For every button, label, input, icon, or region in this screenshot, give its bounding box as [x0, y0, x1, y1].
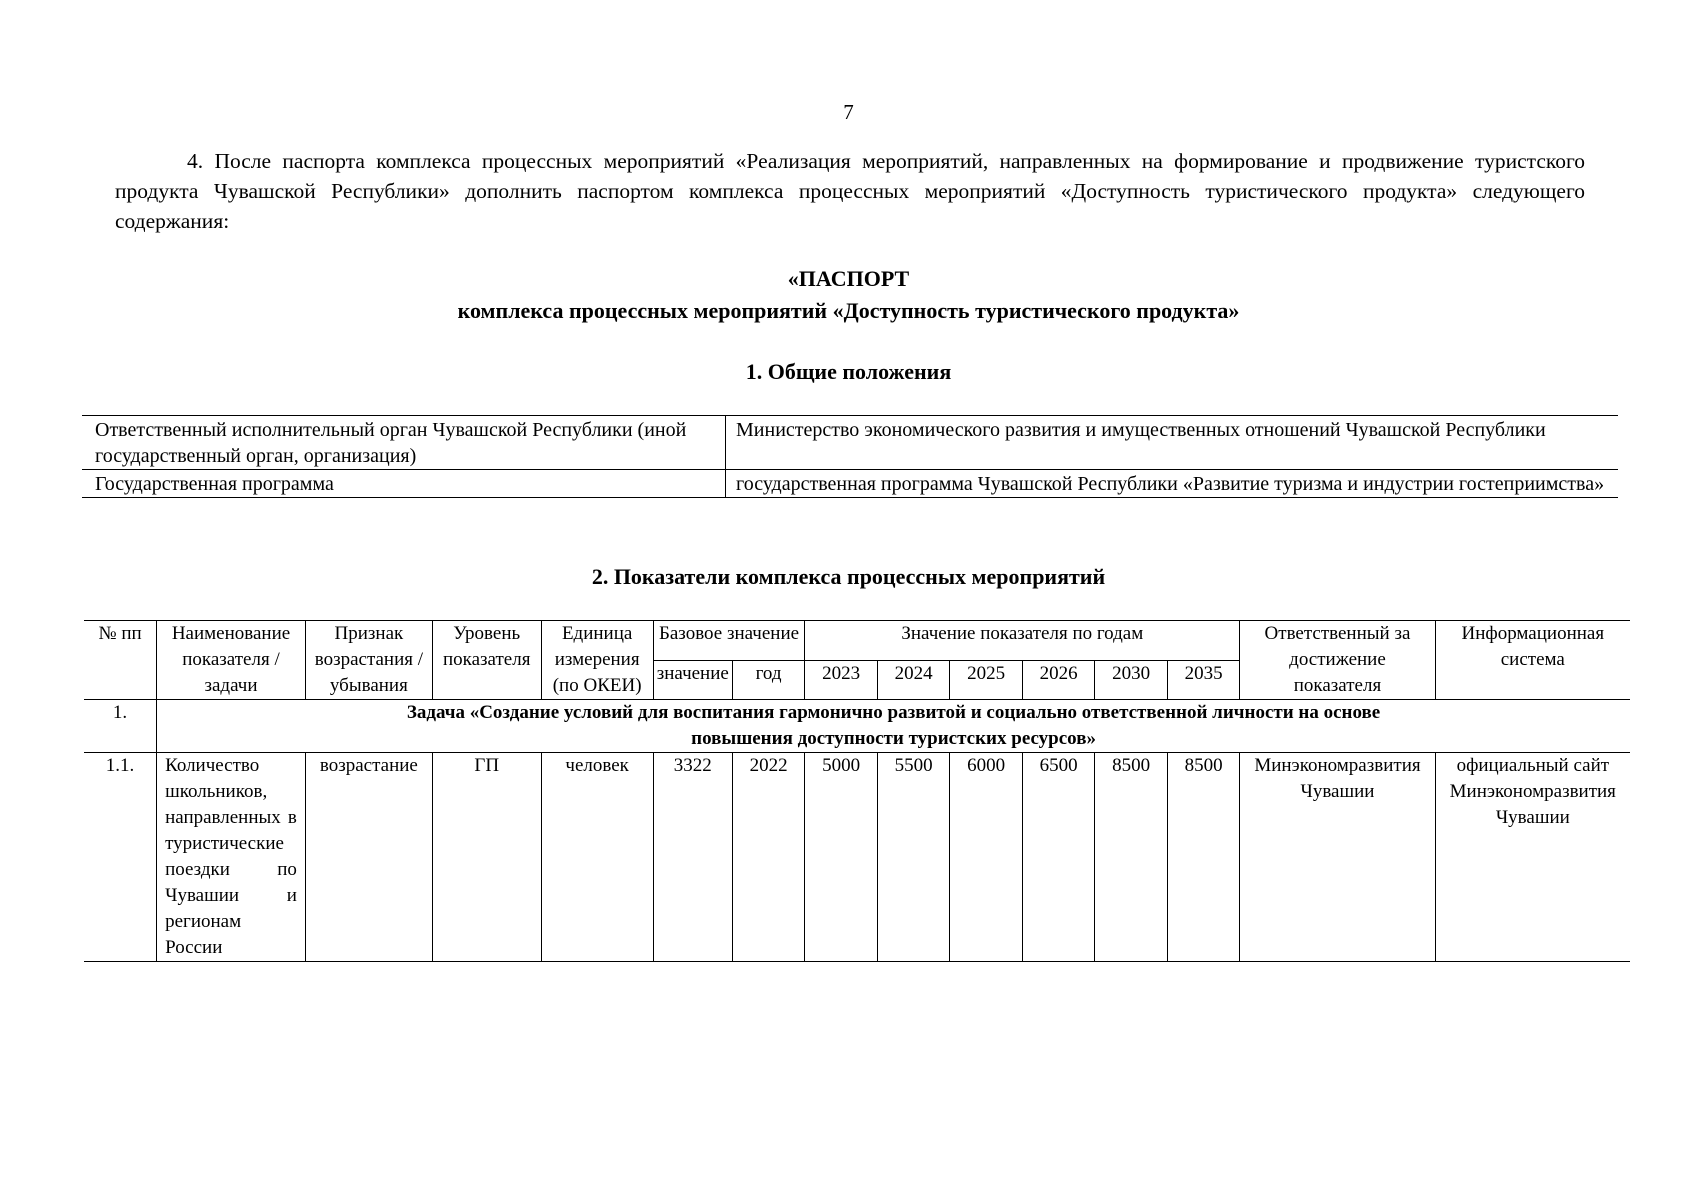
indicator-sign: возрастание: [305, 753, 432, 962]
col-sign-header: Признак возрастания / убывания: [305, 621, 432, 700]
col-year-header: 2026: [1022, 660, 1095, 700]
col-unit-header: Единица измерения (по ОКЕИ): [541, 621, 653, 700]
table-row: [82, 416, 1618, 470]
indicator-value: 5500: [877, 753, 950, 962]
indicator-responsible: Минэкономразвития Чувашии: [1240, 753, 1435, 962]
indicator-name: Количество школьников, направленных в туристические поездки по Чувашии и регионам России: [157, 753, 306, 962]
col-level-header: Уровень показателя: [432, 621, 541, 700]
passport-title: «ПАСПОРТ: [787, 266, 910, 291]
indicator-value: 8500: [1095, 753, 1168, 962]
col-responsible-header: Ответственный за достижение показателя: [1240, 621, 1435, 700]
col-base-value-header: значение: [653, 660, 732, 700]
general-provisions-table: [82, 415, 1618, 498]
indicator-unit: человек: [541, 753, 653, 962]
passport-subtitle: комплекса процессных мероприятий «Доступность туристического продукта»: [457, 298, 1240, 323]
col-base-header: Базовое значение: [653, 621, 805, 661]
program-label: Государственная программа: [82, 470, 726, 498]
col-name-header: Наименование показателя / задачи: [157, 621, 306, 700]
indicator-base-value: 3322: [653, 753, 732, 962]
table-row: [82, 470, 1618, 498]
intro-paragraph: 4. После паспорта комплекса процессных мероприятий «Реализация мероприятий, направленных на формирование и продвижение туристского продукта Чувашской Республики» дополнить паспортом комплекса процессных мероприятий «Доступность туристического продукта» следующего содержания:: [115, 149, 1585, 233]
col-year-header: 2024: [877, 660, 950, 700]
indicator-value: 5000: [805, 753, 878, 962]
indicator-value: 8500: [1167, 753, 1240, 962]
col-num-header: № пп: [84, 621, 157, 700]
indicator-base-year: 2022: [732, 753, 805, 962]
task-num: 1.: [84, 700, 157, 753]
table-header-row: [84, 621, 1630, 661]
col-year-header: 2035: [1167, 660, 1240, 700]
col-year-header: 2025: [950, 660, 1023, 700]
responsible-label: Ответственный исполнительный орган Чувашской Республики (иной государственный орган, организация): [82, 416, 726, 470]
indicator-level: ГП: [432, 753, 541, 962]
task-row: [84, 700, 1630, 753]
section1-heading: 1. Общие положения: [745, 359, 952, 384]
page-number: 7: [843, 100, 854, 124]
indicators-table: [84, 620, 1630, 962]
task-title: Задача «Создание условий для воспитания гармонично развитой и социально ответственной личности на основе повышения доступности туристских ресурсов»: [157, 700, 1630, 753]
col-base-year-header: год: [732, 660, 805, 700]
col-info-system-header: Информационная система: [1435, 621, 1630, 700]
indicator-value: 6500: [1022, 753, 1095, 962]
col-year-header: 2030: [1095, 660, 1168, 700]
responsible-value: Министерство экономического развития и имущественных отношений Чувашской Республики: [726, 416, 1619, 470]
program-value: государственная программа Чувашской Республики «Развитие туризма и индустрии гостеприимства»: [726, 470, 1619, 498]
indicator-value: 6000: [950, 753, 1023, 962]
col-year-header: 2023: [805, 660, 878, 700]
col-years-group-header: Значение показателя по годам: [805, 621, 1240, 661]
indicator-info-system: официальный сайт Минэкономразвития Чувашии: [1435, 753, 1630, 962]
indicator-num: 1.1.: [84, 753, 157, 962]
section2-heading: 2. Показатели комплекса процессных мероприятий: [591, 564, 1106, 589]
table-row: [84, 753, 1630, 962]
